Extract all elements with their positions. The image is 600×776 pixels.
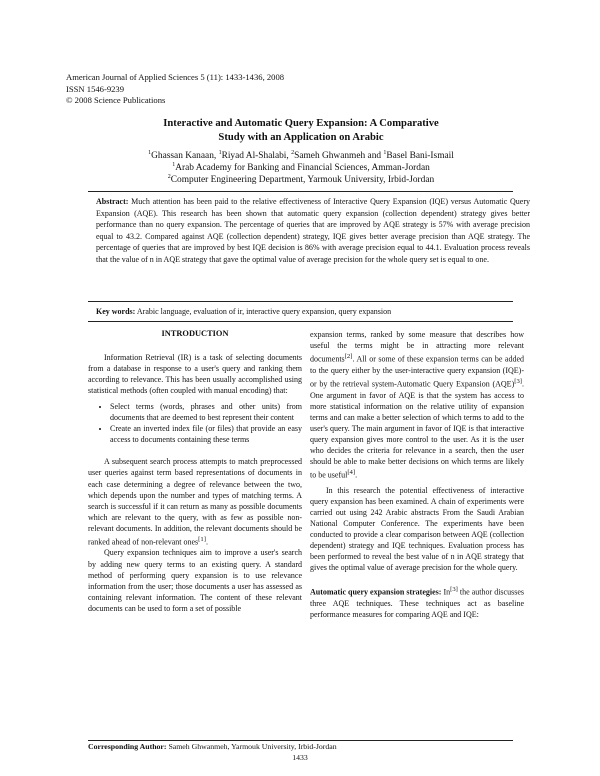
paragraph bbox=[88, 456, 302, 547]
author-name: Ghassan Kanaan, bbox=[151, 151, 219, 161]
affiliation-text: Computer Engineering Department, Yarmouk University, Irbid-Jordan bbox=[170, 174, 435, 185]
paragraph bbox=[310, 584, 524, 620]
author-sup: 1 bbox=[218, 149, 222, 156]
divider-rule bbox=[88, 301, 513, 302]
paper-title bbox=[66, 117, 536, 145]
paragraph: Query expansion techniques aim to improve a user's search by adding new query terms to an existing query. A standard method of performing query expansion is to use relevance information from the user; those documents a user has assessed as containing relevant information. The content of these relevant documents can be used to form a set of possible bbox=[88, 548, 302, 613]
citation-ref: [2] bbox=[344, 353, 353, 361]
paragraph bbox=[310, 329, 524, 481]
paper-title-line-1: Interactive and Automatic Query Expansion: A Comparative bbox=[163, 118, 439, 129]
paragraph: In this research the potential effectiveness of interactive query expansion has been examined. A chain of experiments were carried out using 242 Arabic abstracts From the Saudi Arabian National Computer Conference. The experiments have been conducted to provide a clear comparison between AQE (collection dependent) strategy and IQE techniques. Evaluation process has been performed to reveal the best value of n in AQE strategy that gives the optimal value of average precision for the whole query. bbox=[310, 485, 524, 572]
abstract-text: Much attention has been paid to the relative effectiveness of Interactive Query Expansion (IQE) versus Automatic Query Expansion (AQE). This research has been shown that automatic query expansion (collection dependent) strategy gives better performance than no query expansion. The percentage of queries that are improved by AQE strategy is 57% with average precision equal to 43.2. Compared against AQE (collection dependent) strategy, IQE gives better average precision than AQE strategy. The percentage of queries that are improved by best IQE decision is 86% with average precision equal to 44.1. Evaluation process reveals that the value of n in AQE strategy that gave the optimal value of average precision for the whole query set is equal to one. bbox=[96, 197, 530, 264]
author-sup: 1 bbox=[148, 149, 152, 156]
corresponding-author-label: Corresponding Author: bbox=[88, 742, 167, 751]
author-sup: 1 bbox=[383, 149, 387, 156]
keywords bbox=[96, 306, 530, 317]
paragraph-text: In bbox=[441, 587, 451, 597]
paragraph-text: A subsequent search process attempts to match preprocessed user queries against term based representations of documents in each case determining a degree of relevance between the two, which depends upon the number and types of matching terms. A search is successful if it can return as many as possible documents which are relevant to the query, with as few as possible non-relevant documents. In addition, the relevant documents should be ranked ahead of non-relevant ones bbox=[88, 457, 302, 547]
journal-issn: ISSN 1546-9239 bbox=[66, 83, 125, 94]
list-item: • Select terms (words, phrases and other units) from documents that are deemed to best represent their content bbox=[110, 401, 302, 423]
paragraph-text: . bbox=[355, 470, 358, 480]
divider-rule bbox=[88, 321, 513, 322]
author-block bbox=[66, 151, 536, 186]
affiliation bbox=[66, 175, 536, 187]
left-column bbox=[88, 328, 302, 614]
affiliation bbox=[66, 163, 536, 175]
right-column bbox=[310, 329, 524, 620]
citation-ref: [1] bbox=[198, 535, 206, 543]
divider-rule bbox=[88, 191, 513, 192]
list-item: • Create an inverted index file (or files) that provide an easy access to documents containing these terms bbox=[110, 423, 302, 445]
keywords-text: Arabic language, evaluation of ir, interactive query expansion, query expansion bbox=[135, 307, 392, 316]
keywords-label: Key words: bbox=[96, 307, 136, 316]
journal-citation: American Journal of Applied Sciences 5 (11): 1433-1436, 2008 bbox=[66, 72, 285, 82]
abstract bbox=[96, 196, 530, 265]
bullet-list bbox=[88, 401, 302, 445]
author-name: Riyad Al-Shalabi, bbox=[221, 151, 292, 161]
corresponding-author-text: Sameh Ghwanmeh, Yarmouk University, Irbid-Jordan bbox=[166, 742, 337, 751]
corresponding-author bbox=[88, 742, 513, 751]
author-name: Basel Bani-Ismail bbox=[386, 151, 454, 161]
citation-ref: [4] bbox=[347, 468, 356, 476]
paragraph: Information Retrieval (IR) is a task of selecting documents from a database in response to a user's query and ranking them according to relevance. This has been usually accomplished using statistical methods (often coupled with manual encoding) that: bbox=[88, 353, 302, 396]
author-sup: 2 bbox=[291, 149, 295, 156]
abstract-label: Abstract: bbox=[96, 197, 129, 206]
affiliation-text: Arab Academy for Banking and Financial Sciences, Amman-Jordan bbox=[175, 162, 430, 173]
citation-ref: [3] bbox=[450, 585, 458, 593]
author-name: Sameh Ghwanmeh and bbox=[294, 151, 384, 161]
journal-copyright: © 2008 Science Publications bbox=[66, 95, 166, 105]
paragraph-text: . bbox=[205, 537, 208, 547]
section-heading: INTRODUCTION bbox=[161, 329, 229, 338]
citation-ref: [3] bbox=[514, 377, 522, 385]
affiliation-sup: 1 bbox=[172, 161, 176, 168]
subsection-label: Automatic query expansion strategies: bbox=[310, 587, 442, 597]
page-number: 1433 bbox=[292, 753, 308, 762]
paper-title-line-2: Study with an Application on Arabic bbox=[218, 132, 384, 143]
paragraph-text: the author discusses three AQE techniques. These techniques act as baseline performance measures for comparing AQE and IQE: bbox=[310, 587, 524, 619]
affiliation-sup: 2 bbox=[167, 173, 171, 180]
paragraph-text: . All or some of these expansion terms can be added to the query either by the user-interactive query expansion (IQE)-or by the retrieval system-Automatic Query Expansion (AQE) bbox=[310, 354, 524, 389]
paragraph-text: . One argument in favor of AQE is that the system has access to more statistical information on the relative utility of expansion terms and can make a better selection of which terms to add to the user's query. The main argument in favor of IQE is that interactive query expansion gives more control to the user. As it is the user who decides the criteria for relevance in a search, then the user should be able to make better decisions on which terms are likely to be useful bbox=[310, 379, 524, 480]
author-list bbox=[66, 151, 536, 163]
footer-rule bbox=[88, 740, 513, 741]
paragraph-text: expansion terms, ranked by some measure that describes how useful the terms might be in attracting more relevant documents bbox=[310, 330, 524, 364]
journal-header bbox=[66, 72, 284, 107]
